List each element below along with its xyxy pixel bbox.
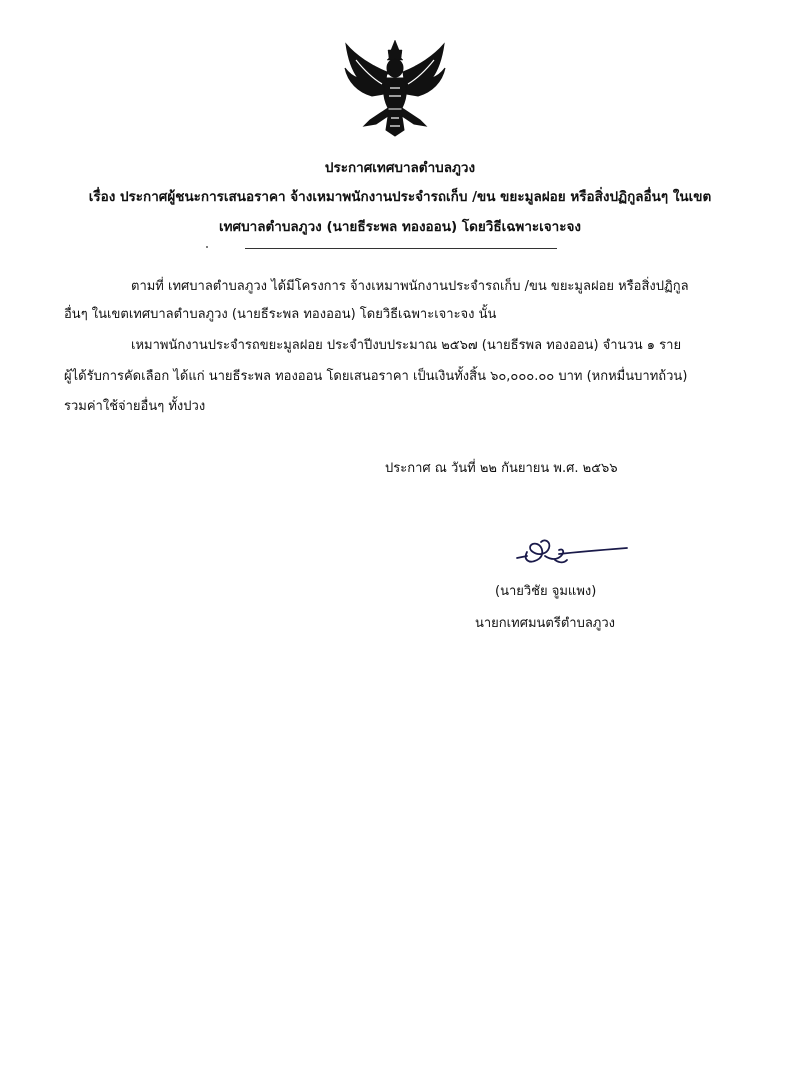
body-paragraph-line: รวมค่าใช้จ่ายอื่นๆ ทั้งปวง: [64, 399, 206, 414]
announcement-title: ประกาศเทศบาลตำบลภูวง: [324, 160, 476, 176]
body-paragraph-line: ตามที่ เทศบาลตำบลภูวง ได้มีโครงการ จ้างเหมาพนักงานประจำรถเก็บ /ขน ขยะมูลฝอย หรือสิ่งปฏิกูล: [131, 279, 689, 294]
handwritten-signature-icon: [515, 530, 633, 572]
garuda-emblem-icon: [342, 38, 448, 138]
body-paragraph-line: ผู้ได้รับการคัดเลือก ได้แก่ นายธีระพล ทองออน โดยเสนอราคา เป็นเงินทั้งสิ้น ๖๐,๐๐๐.๐๐ บาท (หกหมื่นบาทถ้วน): [64, 369, 688, 384]
stray-mark: [206, 246, 208, 248]
signer-position: นายกเทศมนตรีตำบลภูวง: [475, 616, 615, 631]
divider-rule: [245, 248, 557, 249]
body-paragraph-line: เหมาพนักงานประจำรถขยะมูลฝอย ประจำปีงบประมาณ ๒๕๖๗ (นายธีรพล ทองออน) จำนวน ๑ ราย: [131, 338, 682, 353]
announcement-date: ประกาศ ณ วันที่ ๒๒ กันยายน พ.ศ. ๒๕๖๖: [385, 461, 618, 476]
body-paragraph-line: อื่นๆ ในเขตเทศบาลตำบลภูวง (นายธีระพล ทองออน) โดยวิธีเฉพาะเจาะจง นั้น: [64, 307, 497, 322]
subject-line-2: เทศบาลตำบลภูวง (นายธีระพล ทองออน) โดยวิธีเฉพาะเจาะจง: [218, 219, 582, 235]
signer-name: (นายวิชัย จูมแพง): [495, 584, 597, 599]
subject-line-1: เรื่อง ประกาศผู้ชนะการเสนอราคา จ้างเหมาพนักงานประจำรถเก็บ /ขน ขยะมูลฝอย หรือสิ่งปฏิกูลอื่นๆ ในเขต: [88, 189, 712, 205]
